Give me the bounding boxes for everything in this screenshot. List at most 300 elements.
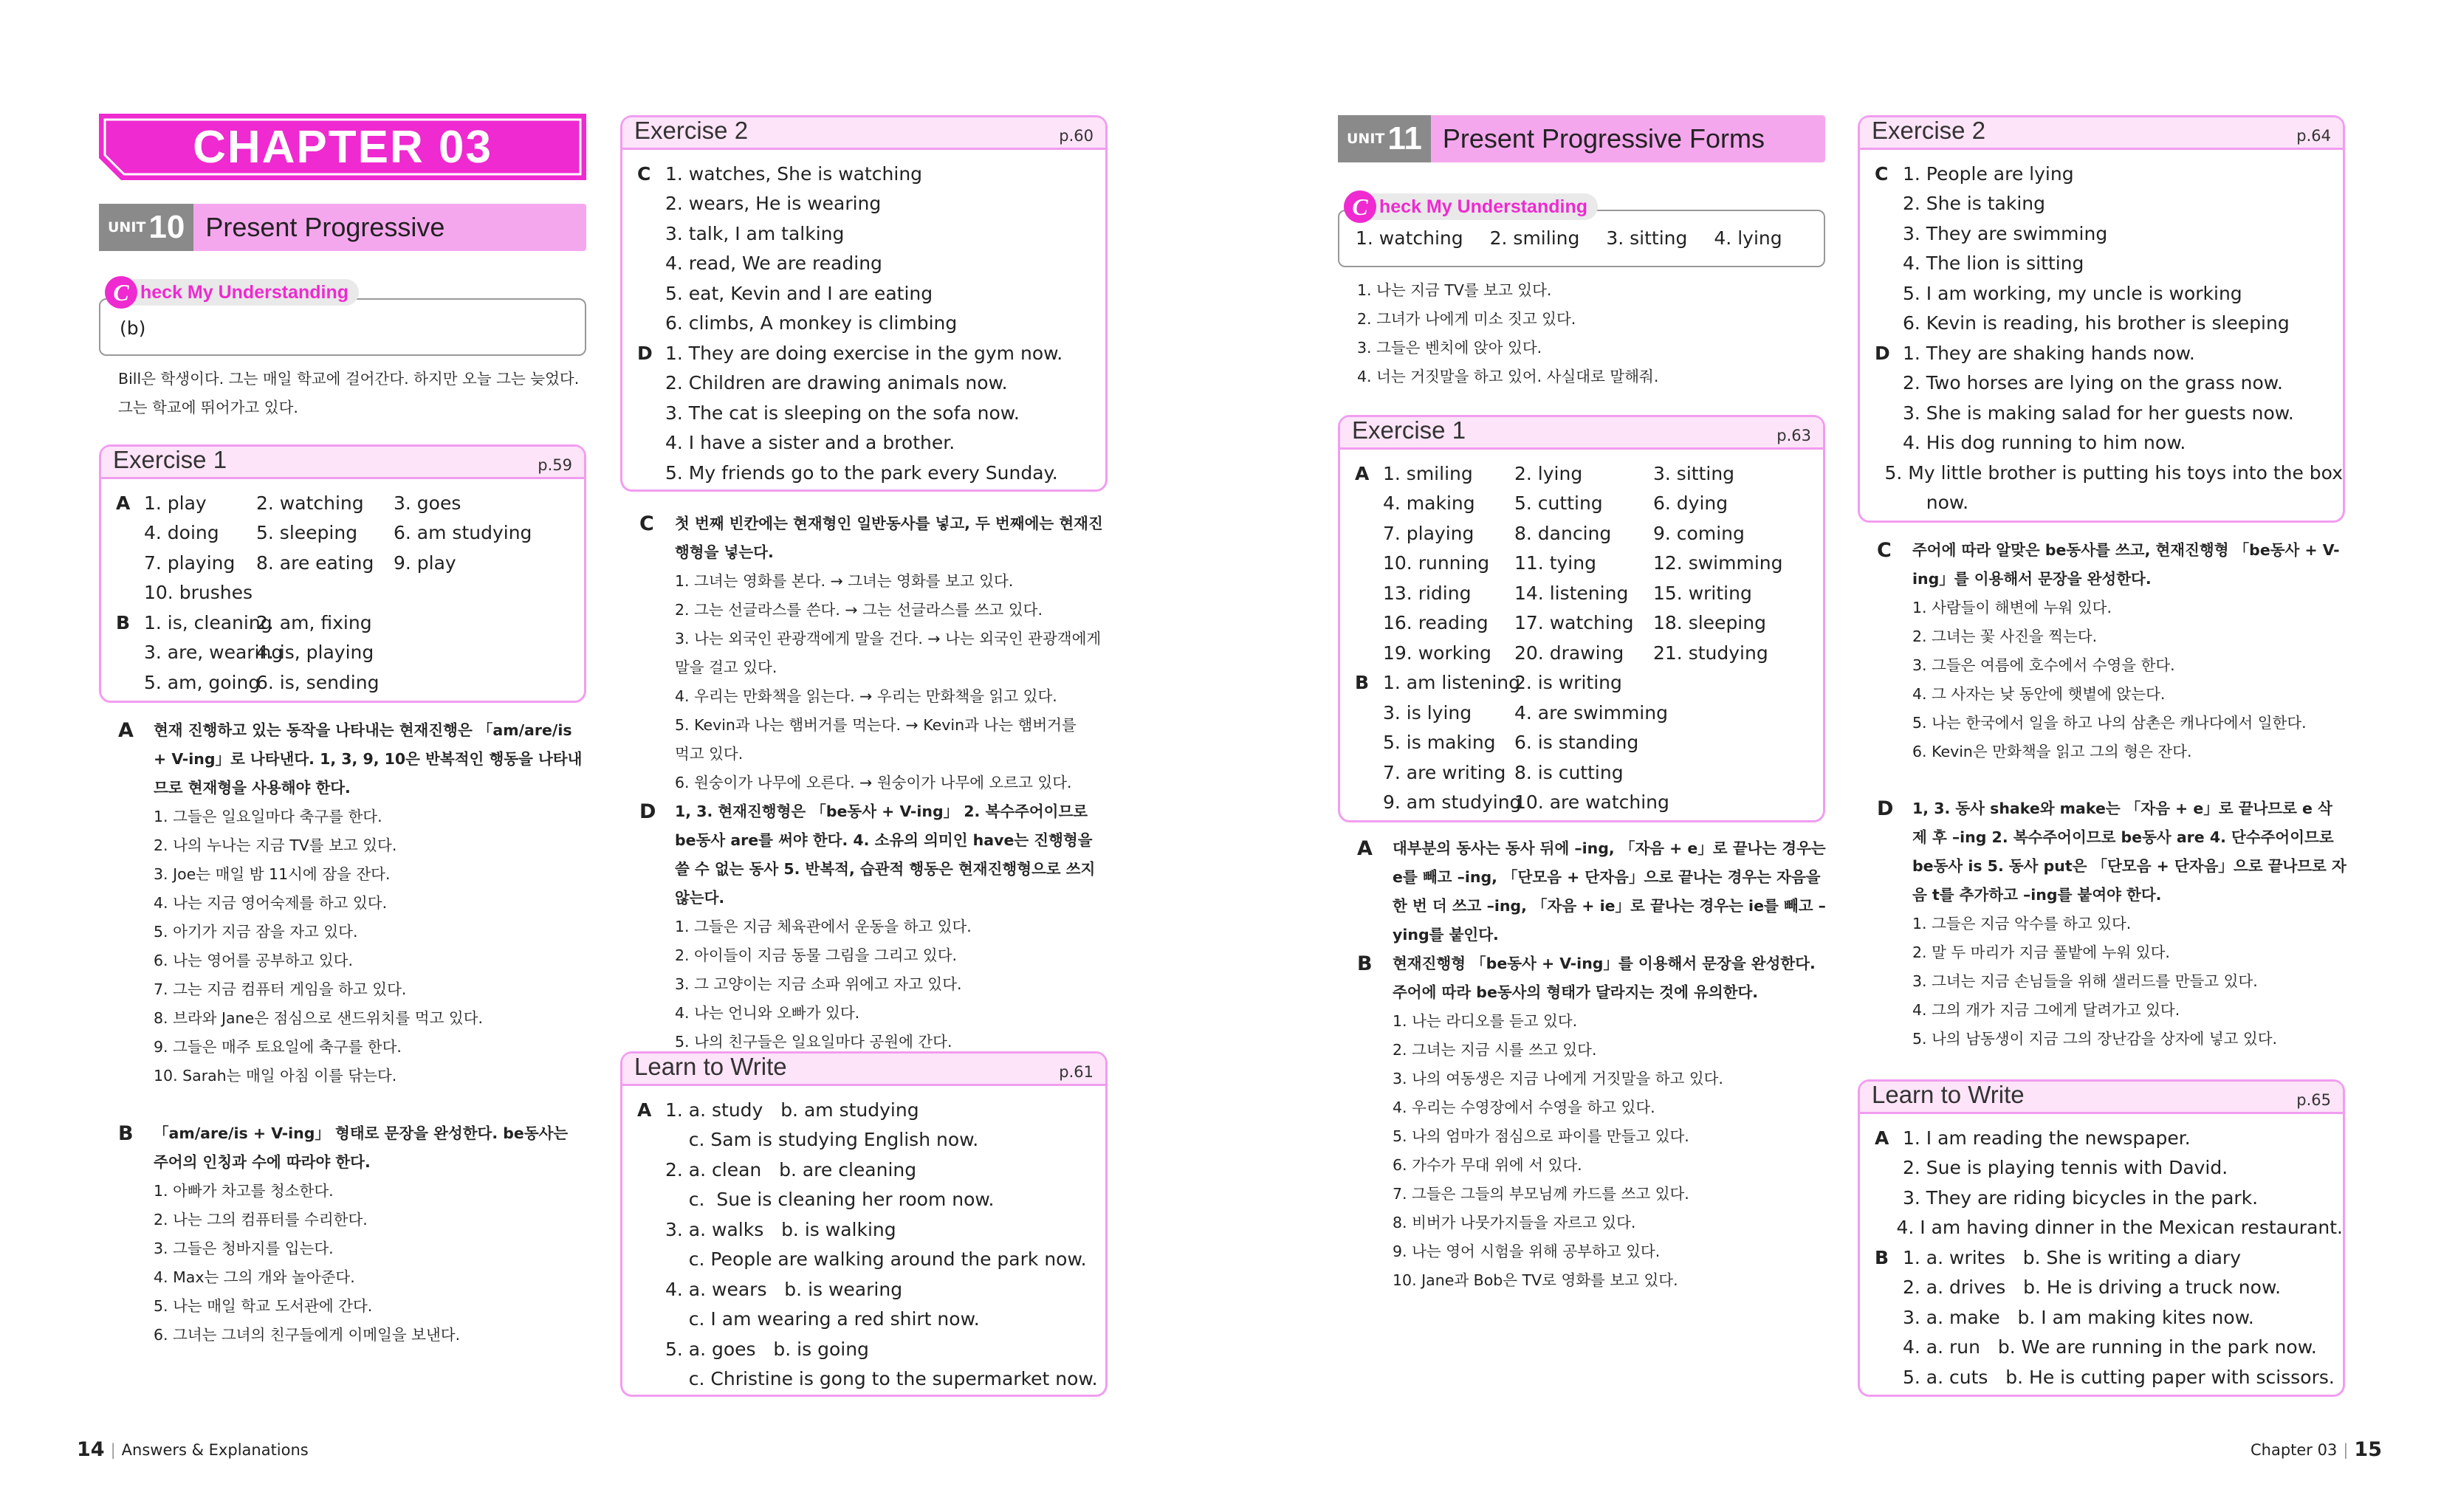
section-letter: C [1877, 539, 1892, 562]
translation-line [118, 1062, 588, 1090]
translation-line [639, 740, 1109, 769]
answer-cell: 10. running [1383, 552, 1490, 574]
answer-text: 5. a. cuts b. He is cutting paper with scissors. [1903, 1366, 2335, 1388]
explanation-text: 첫 번째 빈칸에는 현재형인 일반동사를 넣고, 두 번째에는 현재진행형을 넣는다. [675, 515, 1103, 561]
translation-line [1357, 1180, 1827, 1209]
translation-text: 5. Kevin과 나는 햄버거를 먹는다. → Kevin과 나는 햄버거를 [675, 716, 1077, 734]
check-answer: 3. sitting [1606, 227, 1688, 249]
answer-row [1875, 368, 2343, 399]
indent-spacer [1877, 1025, 1912, 1054]
answer-cell: 12. swimming [1653, 552, 1783, 574]
answer-cell: 7. playing [1383, 522, 1474, 544]
footer-divider: | [110, 1440, 116, 1459]
indent-spacer [1877, 910, 1912, 938]
section-letter: B [1355, 672, 1370, 694]
answer-row [637, 368, 1105, 399]
indent-spacer [639, 653, 675, 682]
indent-spacer [118, 1234, 154, 1263]
answer-list [101, 479, 584, 698]
translation-text: 3. 나는 외국인 관광객에게 말을 건다. → 나는 외국인 관광객에게 [675, 630, 1102, 647]
answer-cell: 6. is standing [1514, 732, 1639, 754]
explanation-B [1357, 949, 1827, 1295]
answer-text: 3. The cat is sleeping on the sofa now. [665, 402, 1020, 424]
answer-text: 2. a. clean b. are cleaning [665, 1158, 917, 1181]
translation-line [639, 625, 1109, 653]
translation-text: 1. 그들은 일요일마다 축구를 한다. [154, 808, 382, 825]
answer-cell: 13. riding [1383, 582, 1472, 604]
check11-explanation [1357, 276, 1830, 391]
explanation-A [1357, 834, 1827, 949]
translation-text: 4. Max는 그의 개와 놀아준다. [154, 1268, 355, 1286]
answer-text: 4. read, We are reading [665, 252, 882, 275]
section-letter: A [118, 719, 134, 742]
box-header [622, 1054, 1105, 1086]
translation-line [118, 831, 588, 860]
answer-text: c. People are walking around the park now. [665, 1248, 1087, 1271]
page-ref: p.65 [2296, 1091, 2331, 1109]
translation-text: 3. Joe는 매일 밤 11시에 잠을 잔다. [154, 865, 391, 883]
box-header [1860, 117, 2343, 150]
answer-cell: 4. is, playing [256, 642, 374, 664]
indent-spacer [118, 975, 154, 1004]
expl-line: 3. 그들은 벤치에 앉아 있다. [1357, 339, 1542, 357]
translation-line [639, 999, 1109, 1028]
indent-spacer [639, 769, 675, 797]
indent-spacer [118, 889, 154, 918]
answer-text: 1. They are doing exercise in the gym now. [665, 342, 1063, 364]
answer-cell: 4. doing [144, 522, 219, 544]
indent-spacer [1877, 622, 1912, 651]
indent-spacer [1357, 1007, 1393, 1036]
answer-text: 1. watches, She is watching [665, 162, 923, 185]
indent-spacer [1877, 938, 1912, 967]
translation-line [118, 975, 588, 1004]
explanation-paragraph [118, 716, 588, 803]
translation-text: 1. 나는 라디오를 듣고 있다. [1393, 1012, 1578, 1030]
explanation-text: 주어에 따라 be동사의 형태가 달라지는 것에 유의한다. [1393, 983, 1759, 1001]
answer-row [1875, 428, 2343, 458]
translation-line [118, 860, 588, 889]
translation-text: 4. 그 사자는 낮 동안에 햇볕에 앉는다. [1912, 685, 2166, 703]
indent-spacer [1357, 1036, 1393, 1065]
answer-row [1875, 398, 2343, 428]
answer-row [1875, 1213, 2343, 1243]
exercise-2-box [1858, 115, 2345, 523]
answer-row [1355, 578, 1823, 608]
indent-spacer [118, 803, 154, 831]
answer-text: c. Sue is cleaning her room now. [665, 1189, 995, 1211]
translation-line [639, 567, 1109, 596]
answer-row [1875, 1243, 2343, 1273]
box-title: Exercise 2 [1872, 117, 1986, 144]
section-letter: B [1875, 1246, 1889, 1268]
answer-cell: 1. am listening [1383, 672, 1521, 694]
explanation-text: 현재 진행하고 있는 동작을 나타내는 현재진행은 「am/are/is + V-ing」로 나타낸다. 1, 3, 9, 10은 반복적인 행동을 나타내므로 현재형을 사용해야 한다. [154, 721, 583, 797]
answer-text: 1. a. writes b. She is writing a diary [1903, 1246, 2242, 1268]
learn-to-write-box [1858, 1079, 2345, 1397]
explanation-text: 1, 3. 동사 shake와 make는 「자음 + e」로 끝나므로 e 삭제 후 –ing 2. 복수주어이므로 be동사 are 4. 단수주어이므로 be동사 is 5. 동사 put은 「단모음 + 단자음」으로 끝나므로 자음 t를 추가하고 –ing를 붙여야 한다. [1912, 800, 2346, 904]
section-letter: D [1877, 797, 1894, 820]
page-number: 15 [2354, 1438, 2382, 1461]
translation-text: 1. 그녀는 영화를 본다. → 그녀는 영화를 보고 있다. [675, 572, 1014, 590]
indent-spacer [118, 831, 154, 860]
answer-cell: 8. is cutting [1514, 761, 1624, 783]
explanation-paragraph [1877, 794, 2346, 910]
unit-label-box [99, 204, 193, 251]
answer-cell: 2. am, fixing [256, 611, 372, 633]
answer-text: 2. She is taking [1903, 193, 2046, 215]
translation-text: 5. 나는 한국에서 일을 하고 나의 삼촌은 캐나다에서 일한다. [1912, 714, 2307, 732]
answer-cell: 15. writing [1653, 582, 1752, 604]
page-ref: p.60 [1059, 127, 1094, 145]
answer-row [637, 338, 1105, 368]
answer-text: 5. My friends go to the park every Sunday. [665, 461, 1058, 484]
translation-text: 10. Jane과 Bob은 TV로 영화를 보고 있다. [1393, 1271, 1678, 1289]
indent-spacer [1357, 1151, 1393, 1180]
translation-text: 2. 아이들이 지금 동물 그림을 그리고 있다. [675, 946, 958, 964]
indent-spacer [1357, 1266, 1393, 1295]
answer-row [637, 428, 1105, 458]
translation-text: 8. 비버가 나뭇가지들을 자르고 있다. [1393, 1214, 1636, 1231]
translation-text: 4. 우리는 수영장에서 수영을 하고 있다. [1393, 1099, 1655, 1116]
indent-spacer [118, 1321, 154, 1350]
answer-row [1355, 518, 1823, 549]
translation-line [1357, 1209, 1827, 1237]
explanation-A [118, 716, 588, 1090]
c-circle-icon: C [105, 276, 137, 309]
indent-spacer [639, 682, 675, 711]
box-header [1860, 1082, 2343, 1114]
answer-row [1875, 488, 2343, 518]
translation-line [118, 1234, 588, 1263]
box-title: Exercise 2 [634, 117, 749, 144]
translation-text: 2. 나는 그의 컴퓨터를 수리한다. [154, 1211, 368, 1228]
translation-text: 3. 그들은 청바지를 입는다. [154, 1240, 334, 1257]
indent-spacer [1877, 967, 1912, 996]
explanation-D [1877, 794, 2346, 1054]
translation-line [118, 1004, 588, 1033]
answer-text: 3. a. walks b. is walking [665, 1218, 896, 1240]
section-letter: D [1875, 342, 1890, 364]
section-letter: C [1875, 162, 1889, 185]
translation-line [1357, 1093, 1827, 1122]
answer-row [637, 458, 1105, 488]
explanation-text: 「am/are/is + V-ing」 형태로 문장을 완성한다. be동사는 주어의 인칭과 수에 따라야 한다. [154, 1124, 569, 1171]
translation-line [118, 946, 588, 975]
answer-cell: 8. are eating [256, 551, 374, 574]
translation-text: 2. 그는 선글라스를 쓴다. → 그는 선글라스를 쓰고 있다. [675, 601, 1043, 619]
answer-cell: 5. is making [1383, 732, 1496, 754]
indent-spacer [118, 1263, 154, 1292]
page-ref: p.59 [538, 456, 572, 474]
expl-line: 그는 학교에 뛰어가고 있다. [118, 399, 298, 416]
page-number: 14 [77, 1438, 105, 1461]
answer-row [1875, 338, 2343, 368]
footer-text: Answers & Explanations [121, 1440, 309, 1459]
translation-text: 1. 아빠가 차고를 청소한다. [154, 1182, 334, 1200]
answer-text: 4. I am having dinner in the Mexican restaurant. [1896, 1217, 2343, 1239]
answer-row [637, 1305, 1105, 1335]
answer-text: 2. Children are drawing animals now. [665, 372, 1008, 394]
translation-line [639, 970, 1109, 999]
indent-spacer [1357, 1209, 1393, 1237]
answer-text: 3. She is making salad for her guests now. [1903, 402, 2294, 424]
translation-line [639, 769, 1109, 797]
answer-cell: 19. working [1383, 642, 1491, 664]
translation-line [1357, 1007, 1827, 1036]
answer-text: 4. The lion is sitting [1903, 252, 2084, 275]
answer-row [1875, 1302, 2343, 1333]
exercise-1-box [99, 444, 586, 703]
section-letter: B [116, 611, 131, 633]
answer-cell: 6. am studying [394, 522, 532, 544]
indent-spacer [639, 999, 675, 1028]
answer-list [1860, 1114, 2343, 1392]
answer-row [1875, 1362, 2343, 1392]
translation-line [118, 803, 588, 831]
unit-label: UNIT [1347, 131, 1385, 147]
answer-text: now. [1903, 492, 1969, 514]
translation-text: 5. 나의 남동생이 지금 그의 장난감을 상자에 넣고 있다. [1912, 1030, 2278, 1048]
answer-cell: 9. am studying [1383, 791, 1522, 814]
explanation-text: 대부분의 동사는 동사 뒤에 –ing, 「자음 + e」로 끝나는 경우는 e를 빼고 –ing, 「단모음 + 단자음」으로 끝나는 경우는 자음을 한 번 더 쓰고 –ing, 「자음 + ie」로 끝나는 경우는 ie를 빼고 –ying를 붙인다. [1393, 839, 1826, 944]
indent-spacer [1877, 738, 1912, 766]
answer-row [637, 1274, 1105, 1305]
answer-row [116, 578, 584, 608]
explanation-C [639, 509, 1109, 797]
answer-row [637, 1334, 1105, 1364]
answer-row [637, 219, 1105, 249]
indent-spacer [118, 1062, 154, 1090]
expl-line: 4. 너는 거짓말을 하고 있어. 사실대로 말해줘. [1357, 368, 1659, 385]
section-letter: D [639, 800, 656, 823]
footer-left [77, 1438, 309, 1461]
answer-cell: 3. goes [394, 492, 461, 514]
translation-line [639, 653, 1109, 682]
answer-text: 3. a. make b. I am making kites now. [1903, 1306, 2254, 1328]
answer-text: 6. Kevin is reading, his brother is sleeping [1903, 312, 2290, 334]
translation-text: 4. 나는 언니와 오빠가 있다. [675, 1004, 860, 1022]
answer-text: 5. a. goes b. is going [665, 1338, 869, 1360]
unit-title: Present Progressive Forms [1442, 123, 1765, 154]
translation-text: 6. 그녀는 그녀의 친구들에게 이메일을 보낸다. [154, 1326, 461, 1344]
answer-text: c. Christine is gong to the supermarket now. [665, 1368, 1098, 1390]
answer-cell: 21. studying [1653, 642, 1768, 664]
check-understanding-heading [105, 279, 359, 306]
translation-line [639, 596, 1109, 625]
translation-line [1877, 651, 2346, 680]
indent-spacer [639, 913, 675, 941]
section-letter: A [1357, 837, 1373, 860]
answer-row [1875, 458, 2343, 488]
translation-text: 6. Kevin은 만화책을 읽고 그의 형은 잔다. [1912, 743, 2192, 760]
answer-text: 3. They are riding bicycles in the park. [1903, 1186, 2259, 1209]
indent-spacer [1877, 996, 1912, 1025]
answer-row [1355, 757, 1823, 788]
translation-text: 5. 나의 친구들은 일요일마다 공원에 간다. [675, 1033, 952, 1051]
translation-text: 6. 나는 영어를 공부하고 있다. [154, 952, 353, 969]
answer-cell: 10. brushes [144, 582, 253, 604]
answer-cell: 3. is lying [1383, 701, 1472, 724]
translation-text: 말을 걸고 있다. [675, 659, 777, 676]
answer-cell: 7. are writing [1383, 761, 1506, 783]
answer-row [1875, 1153, 2343, 1183]
translation-text: 7. 그들은 그들의 부모님께 카드를 쓰고 있다. [1393, 1185, 1689, 1203]
box-header [101, 447, 584, 479]
translation-line [1357, 1237, 1827, 1266]
translation-line [1357, 1151, 1827, 1180]
answer-row [116, 548, 584, 578]
footer-divider: | [2343, 1440, 2349, 1459]
check-answer: 2. smiling [1489, 227, 1580, 249]
answer-cell: 11. tying [1514, 552, 1596, 574]
answer-text: 2. Sue is playing tennis with David. [1903, 1157, 2228, 1179]
check-understanding-box [99, 298, 586, 356]
translation-text: 10. Sarah는 매일 아침 이를 닦는다. [154, 1067, 397, 1085]
translation-line [1877, 938, 2346, 967]
answer-text: 4. I have a sister and a brother. [665, 432, 955, 454]
answer-text: c. Sam is studying English now. [665, 1129, 979, 1151]
indent-spacer [118, 946, 154, 975]
expl-line: 1. 나는 지금 TV를 보고 있다. [1357, 281, 1552, 299]
answer-row [637, 1185, 1105, 1215]
unit-11-header [1338, 115, 1825, 162]
answer-text: 6. climbs, A monkey is climbing [665, 312, 958, 334]
translation-text: 6. 가수가 무대 위에 서 있다. [1393, 1156, 1582, 1174]
answer-row [116, 488, 584, 518]
answer-row [637, 278, 1105, 309]
check-answer: (b) [120, 317, 146, 339]
translation-text: 6. 원숭이가 나무에 오른다. → 원숭이가 나무에 오르고 있다. [675, 774, 1072, 791]
answer-row [637, 189, 1105, 219]
translation-line [1357, 1266, 1827, 1295]
translation-text: 3. 그녀는 지금 손님들을 위해 샐러드를 만들고 있다. [1912, 972, 2258, 990]
section-letter: A [1355, 462, 1370, 484]
answer-row [637, 309, 1105, 339]
section-letter: B [118, 1122, 134, 1145]
translation-text: 4. 우리는 만화책을 읽는다. → 우리는 만화책을 읽고 있다. [675, 687, 1057, 705]
indent-spacer [1877, 651, 1912, 680]
indent-spacer [118, 1206, 154, 1234]
answer-row [637, 1155, 1105, 1185]
indent-spacer [118, 1004, 154, 1033]
page-ref: p.64 [2296, 127, 2331, 145]
answer-row [1875, 278, 2343, 309]
answer-cell: 20. drawing [1514, 642, 1624, 664]
answer-cell: 14. listening [1514, 582, 1629, 604]
translation-line [118, 1033, 588, 1062]
translation-text: 2. 그녀는 지금 시를 쓰고 있다. [1393, 1041, 1597, 1059]
answer-list [1340, 450, 1823, 817]
answer-row [637, 249, 1105, 279]
translation-line [639, 682, 1109, 711]
translation-text: 3. 나의 여동생은 지금 나에게 거짓말을 하고 있다. [1393, 1070, 1723, 1087]
explanation-D [639, 797, 1109, 1056]
explanation-text: 1, 3. 현재진행형은 「be동사 + V-ing」 2. 복수주어이므로 be동사 are를 써야 한다. 4. 소유의 의미인 have는 진행형을 쓸 수 없는 동사 5. 반복적, 습관적 행동은 현재진행형으로 쓰지 않는다. [675, 803, 1096, 907]
answer-text: 4. His dog running to him now. [1903, 432, 2186, 454]
translation-text: 먹고 있다. [675, 745, 744, 763]
translation-text: 5. 아기가 지금 잠을 자고 있다. [154, 923, 358, 941]
indent-spacer [118, 860, 154, 889]
box-title: Learn to Write [1872, 1081, 2025, 1108]
answer-text: 2. wears, He is wearing [665, 193, 882, 215]
section-letter: D [637, 342, 653, 364]
answer-cell: 1. is, cleaning [144, 611, 272, 633]
answer-row [637, 1364, 1105, 1395]
answer-text: 1. a. study b. am studying [665, 1099, 919, 1121]
answer-row [1875, 1183, 2343, 1213]
answer-row [637, 159, 1105, 189]
answer-row [1875, 189, 2343, 219]
page-ref: p.61 [1059, 1063, 1094, 1081]
answer-text: 1. I am reading the newspaper. [1903, 1127, 2191, 1149]
answer-row [1355, 489, 1823, 519]
chapter-title: CHAPTER 03 [193, 121, 492, 173]
answer-text: 3. talk, I am talking [665, 222, 845, 244]
translation-text: 5. 나의 엄마가 점심으로 파이를 만들고 있다. [1393, 1127, 1689, 1145]
exercise-1-box [1338, 415, 1825, 822]
answer-row [1875, 1333, 2343, 1363]
translation-line [118, 1177, 588, 1206]
answer-row [1355, 608, 1823, 639]
indent-spacer [1877, 594, 1912, 622]
answer-cell: 17. watching [1514, 612, 1634, 634]
check-answer: 4. lying [1714, 227, 1782, 249]
indent-spacer [639, 567, 675, 596]
indent-spacer [639, 970, 675, 999]
translation-line [118, 1206, 588, 1234]
answer-row [637, 1214, 1105, 1245]
answer-cell: 8. dancing [1514, 522, 1612, 544]
expl-line: 2. 그녀가 나에게 미소 짓고 있다. [1357, 310, 1576, 328]
c-circle-icon: C [1344, 190, 1376, 223]
section-letter: C [639, 512, 654, 535]
answer-cell: 3. sitting [1653, 462, 1735, 484]
answer-cell: 5. am, going [144, 671, 261, 693]
answer-row [1875, 219, 2343, 249]
answer-row [637, 1125, 1105, 1155]
translation-text: 1. 그들은 지금 악수를 하고 있다. [1912, 915, 2132, 932]
translation-line [639, 913, 1109, 941]
answer-row [637, 1095, 1105, 1125]
answer-list [622, 150, 1105, 488]
check-heading-text: heck My Understanding [140, 281, 349, 303]
translation-line [1877, 622, 2346, 651]
answer-text: 1. People are lying [1903, 162, 2074, 185]
answer-row [1875, 309, 2343, 339]
section-letter: A [637, 1099, 652, 1121]
section-letter: A [1875, 1127, 1889, 1149]
translation-text: 2. 그녀는 꽃 사진을 찍는다. [1912, 628, 2098, 645]
footer-right [2251, 1438, 2382, 1461]
unit-label-box [1338, 115, 1431, 162]
box-title: Exercise 1 [113, 446, 227, 473]
translation-line [639, 711, 1109, 740]
translation-line [1357, 1122, 1827, 1151]
expl-line: Bill은 학생이다. 그는 매일 학교에 걸어간다. 하지만 오늘 그는 늦었다. [118, 370, 580, 388]
translation-line [1357, 1036, 1827, 1065]
check10-explanation [118, 365, 591, 422]
unit-label: UNIT [108, 219, 146, 236]
translation-text: 2. 말 두 마리가 지금 풀밭에 누워 있다. [1912, 944, 2170, 961]
explanation-paragraph [1877, 536, 2346, 594]
answer-cell: 3. are, wearing [144, 642, 284, 664]
translation-text: 3. 그들은 여름에 호수에서 수영을 한다. [1912, 656, 2175, 674]
answer-cell: 1. play [144, 492, 207, 514]
answer-row [1355, 668, 1823, 698]
answer-row [637, 398, 1105, 428]
answer-cell: 2. is writing [1514, 672, 1622, 694]
